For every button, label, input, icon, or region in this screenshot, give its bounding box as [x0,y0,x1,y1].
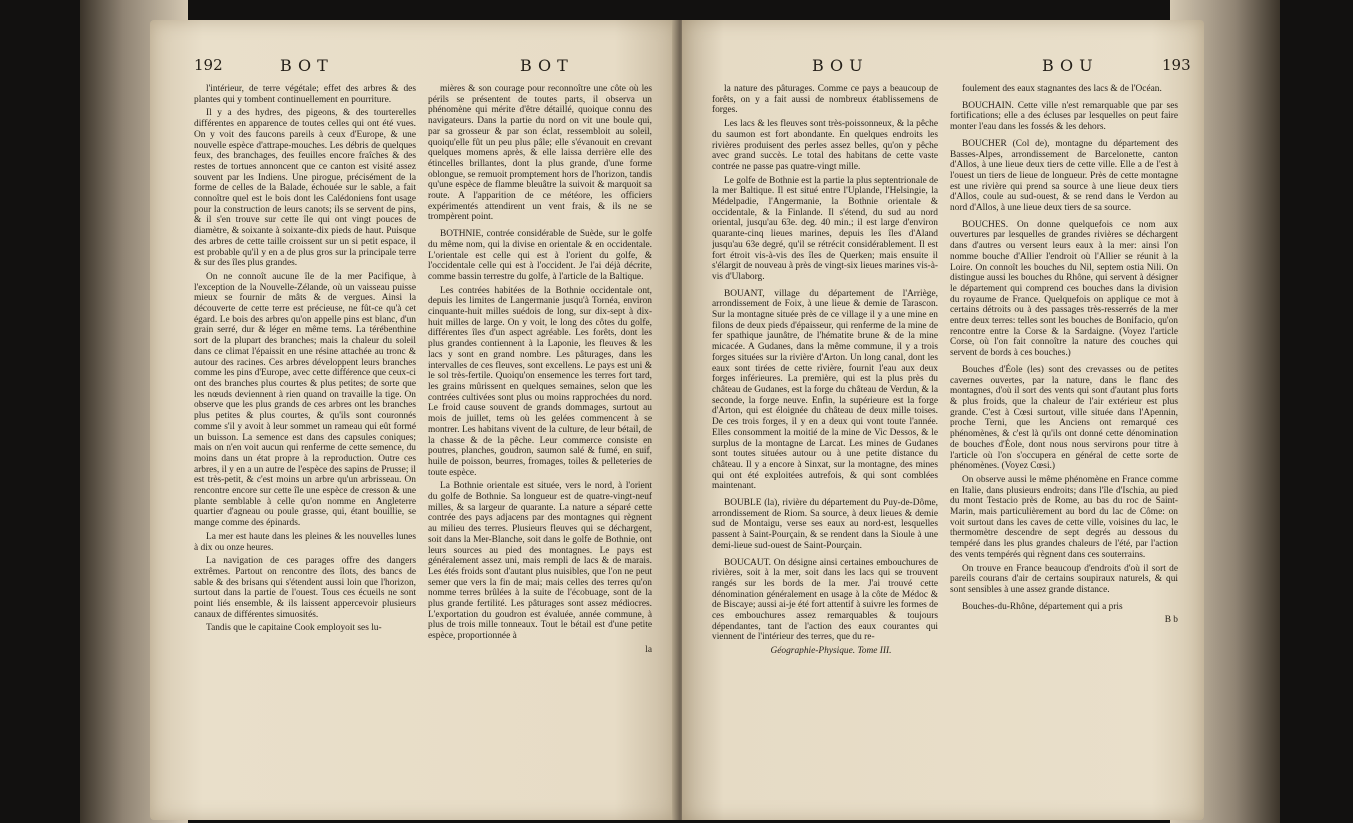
paragraph: On ne connoît aucune île de la mer Pacifique, à l'exception de la Nouvelle-Zélande, où un vaisseau puisse mieux se fournir de mâts & de vergues. Ainsi la découverte de cette terre est précieuse, ne fût-ce qu'à cet égard. Le bois des arbres qu'on appelle pins est blanc, d'un grain serré, dur & léger en même tems. La térébenthine sort de la plupart des branches; mais la chaleur du soleil dans ce climat l'épaissit en une résine attachée au tronc & autour des racines. Ces arbres développent leurs branches comme les pins d'Europe, avec cette différence que ceux-ci ont des branches plus courtes & plus petites; de sorte que les nœuds deviennent à rien quand on travaille la tige. On observe que les plus grands de ces arbres ont les branches plus petites & plus courtes, & qu'ils sont couronnés comme s'il y avoit à leur sommet un rameau qui eût formé un buisson. La semence est dans des capsules coniques; mais on n'en voit aucun qui renferme de cette semence, du moins dans un état propre à la reproduction. Outre ces arbres, il y en a un autre de l'espèce des sapins de Prusse; il est très-petit, & c'est moins un arbre qu'un arbrisseau. On rencontre encore sur cette île une espèce de cresson & une plante semblable à celle qu'on nomme en Angleterre quartier d'agneau ou poule grasse, qui, étant bouillie, se mange comme des épinards. [194,271,416,529]
paragraph: Les lacs & les fleuves sont très-poissonneux, & la pêche du saumon est fort abondante. En quelques endroits les rivières produisent des perles assez belles, qu'on y pêche avec grand succès. Le total des habitans de cette vaste contrée ne passe pas quatre-vingt mille. [712,119,938,172]
paragraph: On observe aussi le même phénomène en France comme en Italie, dans plusieurs endroits; dans l'île d'Ischia, au pied du mont Testacio près de Rome, au bas du roc de Saint-Marin, mais particulièrement au bord du lac de Côme: on voit surtout dans les caves de cette ville, voisines du lac, le thermomètre descendre de sept degrés au dessous du tempéré dans les plus grandes chaleurs de l'été, par l'action des vents tempérés qui règnent dans ces souterrains. [950,474,1178,560]
paragraph: Il y a des hydres, des pigeons, & des tourterelles différentes en apparence de toutes celles qui ont été vues. On y voit des faucons pareils à ceux d'Europe, & une nouvelle espèce d'attrape-mouches. Les débris de quelques feux, des branchages, des feuilles encore fraîches & des restes de tortues annoncent que ce canton est visité assez souvent par les Indiens. Une pirogue, précisément de la forme de celles de la Balade, échouée sur le sable, a fait connoître quel est le bois dont les Calédoniens font usage pour la construction de leurs canots; ils se servent de pins, & il s'en trouve sur cette île qui ont vingt pouces de diamètre, & soixante à soixante-dix pieds de haut. Puisque des arbres de cette taille croissent sur un si petit espace, il est probable qu'il y en a de plus gros sur la principale terre & sur des îles plus grandes. [194,108,416,269]
right-page-number: 193 [1162,56,1191,74]
catchword: la [645,644,652,655]
paragraph: Le golfe de Bothnie est la partie la plus septentrionale de la mer Baltique. Il est situé entre l'Uplande, l'Helsingie, la Médelpadie, l'Angermanie, la Bothnie orientale & occidentale, & la Finlande. Il s'étend, du sud au nord oriental, jusqu'au 63e. deg. 40 min.; il est large d'environ quarante-cinq lieues marines, depuis les îles d'Aland jusqu'au 63e degré, qu'il se rétrécit considérablement. Il est fort étroit vis-à-vis des îles de Querken; mais ensuite il s'élargit de nouveau à près de vingt-six lieues marines vis-à-vis d'Ulaborg. [712,175,938,282]
right-page-header-left: BOU [812,56,869,75]
paragraph: On trouve en France beaucoup d'endroits d'où il sort de pareils courans d'air de certains soupiraux naturels, & qui sont sensibles à une assez grande distance. [950,563,1178,595]
right-page-column-2 [950,84,1178,804]
entry-bouble: BOUBLE (la), rivière du département du Puy-de-Dôme, arrondissement de Riom. Sa source, à deux lieues & demie sud de Montaigu, verse ses eaux au nord-est, lesquelles passent à Saint-Pourçain, & se rendent dans la Sioule à une demi-lieue sud-ouest de Saint-Pourçain. [712,498,938,551]
paragraph: la nature des pâturages. Comme ce pays a beaucoup de forêts, on y a fait aussi de nombreux établissemens de forges. [712,84,938,116]
entry-bouches-du-rhone: Bouches-du-Rhône, département qui a pris [962,601,1123,612]
entry-bouches-d-eole: Bouches d'Éole (les) sont des crevasses ou de petites cavernes ouvertes, par la nature, dans le flanc des montagnes, d'où il sort des vents qui sont d'autant plus forts & plus froids, que la chaleur de l'air extérieur est plus grande. C'est à Cœsi surtout, ville située dans l'Apennin, proche Terni, que les Anciens ont remarqué ces phénomènes, & c'est là qu'ils ont donné cette dénomination de bouches d'Éole, dont nous nous servirons pour titre à l'article où l'on s'occupera en général de cette sorte de phénomènes. (Voyez Cœsi.) [950,364,1178,472]
entry-bouchain: BOUCHAIN. Cette ville n'est remarquable que par ses fortifications; elle a des écluses par lesquelles on peut faire monter l'eau dans les fossés & les dehors. [950,100,1178,133]
entry-boucher: BOUCHER (Col de), montagne du département des Basses-Alpes, arrondissement de Barcelonette, canton d'Allos, à une lieue deux tiers de cette ville. Elle a de l'est à l'ouest un tiers de lieue de longueur. Près de cette montagne est une rivière qui prend sa source à une lieue deux tiers d'Allos, coule au sud-ouest, & se rend dans le Verdon au nord d'Allos, à une lieue deux tiers de sa source. [950,138,1178,214]
entry-bouant: BOUANT, village du département de l'Arriège, arrondissement de Foix, à une lieue & demie de Tarascon. Sur la montagne située près de ce village il y a une mine en filons de deux pieds d'épaisseur, qui renferme de la mine de fer spathique jaunâtre, de l'hématite brune & de la mine micacée. A Gudanes, dans la même commune, il y a trois forges situées sur la rivière d'Arton. Un long canal, dont les eaux sont tirées de cette rivière, fournit l'eau aux deux forges inférieures. La première, qui est la plus près du château de Gudanes, est la forge du château de Verdun, & la seconde, la forge neuve. Enfin, la supérieure est la forge d'Arton, qui est éloignée du château de deux mille toises. De ces trois forges, il y en a deux qui vont toute l'année. Elles consomment la moitié de la mine de Vic Dessos, & le surplus de la montagne de Larcat. Les mines de Gudanes sont toutes situées autour ou à une petite distance du château. Il y a encore à Sinxat, sur la montagne, des mines qui ont été exploitées autrefois, & qui sont comblées maintenant. [712,288,938,492]
left-page-header-left: BOT [280,56,334,75]
left-page-column-2 [428,84,652,804]
paragraph: La Bothnie orientale est située, vers le nord, à l'orient du golfe de Bothnie. Sa longueur est de quatre-vingt-neuf milles, & sa largeur de quarante. La nature a séparé cette contrée des pays adjacens par des montagnes qui règnent au milieu des terres. Plusieurs fleuves qui se déchargent, soit dans la Mer-Blanche, soit dans le golfe de Bothnie, ont leurs sources au pied des montagnes. Le pays est généralement assez uni, mais rempli de lacs & de marais. Les étés froids sont d'autant plus nuisibles, que l'on ne peut semer que vers la fin de mai; mais celles des terres qu'on nomme terres brûlées à la suite de l'écobuage, sont de la plus grande fertilité. Les pâturages sont assez médiocres. L'exportation du goudron est évaluée, année commune, à plus de trois mille tonneaux. Tout le bétail est d'une petite espèce, proportionnée à [428,481,652,642]
paragraph: La navigation de ces parages offre des dangers extrêmes. Partout on rencontre des îlots, des bancs de sable & des brisans qui s'étendent aussi loin que l'horizon, surtout dans la partie de l'ouest. Tous ces écueils ne sont point liés ensemble, & ils laissent appercevoir plusieurs canaux de différentes simuosités. [194,556,416,620]
paragraph: foulement des eaux stagnantes des lacs & de l'Océan. [962,84,1162,94]
right-page-header-right: BOU [1042,56,1099,75]
right-page-column-1 [712,84,938,804]
signature-mark: B b [1164,615,1178,626]
entry-bouches: BOUCHES. On donne quelquefois ce nom aux ouvertures par lesquelles de grandes rivières se déchargent dans d'autres ou versent leurs eaux à la mer: ainsi l'on nomme bouche d'Allier l'endroit où l'Allier se réunit à la Loire. On connoît les bouches du Nil, septem ostia Nili. On distingue aussi les bouches du Rhône, qui servent à désigner le département qui comprend ces bouches dans la division du royaume de France. Quelquefois on applique ce mot à certains détroits ou à des passages très-resserrés de la mer entre deux terres: telles sont les bouches de Bonifacio, qu'on rencontre entre la Corse & la Sardaigne. (Voyez l'article Corse, où l'on fait connoître la nature des couches qui servent de bords à ces bouches.) [950,219,1178,359]
paragraph: Les contrées habitées de la Bothnie occidentale ont, depuis les limites de Langermanie jusqu'à Tornéa, environ cinquante-huit milles suédois de long, sur dix-sept à dix-huit milles de large. On y voit, le long des côtes du golfe, différentes îles d'un aspect agréable. Les forêts, dont les plus grandes contiennent à la Laponie, les fleuves & les lacs y sont en grand nombre. Les pâturages, dans les intervalles de ces fleuves, sont excellens. Le pays est uni & le sol très-fertile. Quoiqu'on ensemence les terres fort tard, les grains mûrissent en quelques semaines, selon que les contrées cultivées sont plus ou moins rapprochées du nord. Le froid cause souvent de grands dommages, surtout au mois de juillet, tems où les gelées commencent à se montrer. Les habitans vivent de la culture, de leur bétail, de la chasse & de la pêche. Leur commerce consiste en poutres, planches, goudron, saumon salé & fumé, en suif, huile de poisson, beurres, fromages, toiles & pelleteries de toute espèce. [428,285,652,478]
entry-bothnie: BOTHNIE, contrée considérable de Suède, sur le golfe du même nom, qui la divise en orientale & en occidentale. L'orientale est celle qui est à l'orient du golfe, & l'occidentale celle qui est à l'occident. Je l'ai déjà décrite, comme bassin terrestre du golfe, à l'article de la Baltique. [428,229,652,282]
left-page-number: 192 [194,56,223,74]
left-page-column-1 [194,84,416,804]
page-footer: Géographie-Physique. Tome III. [770,646,892,657]
left-page-header-right: BOT [520,56,574,75]
right-page [682,20,1204,820]
paragraph: La mer est haute dans les pleines & les nouvelles lunes à dix ou onze heures. [194,531,416,553]
paragraph: l'intérieur, de terre végétale; effet des arbres & des plantes qui y tombent continuellement en pourriture. [194,84,416,105]
paragraph: Tandis que le capitaine Cook employoit ses lu- [206,623,382,634]
entry-boucaut: BOUCAUT. On désigne ainsi certaines embouchures de rivières, soit à la mer, soit dans les lacs qui se trouvent rangés sur les bords de la mer. J'ai trouvé cette dénomination généralement en usage à la côte de Médoc & de Biscaye; aussi ai-je été fort attentif à suivre les formes de ces embouchures assez remarquables & toujours dépendantes, tant de l'action des eaux courantes qui viennent de l'intérieur des terres, que du re- [712,557,938,643]
paragraph: mières & son courage pour reconnoître une côte où les périls se présentent de toutes parts, il observa un phénomène qui mérite d'être détaillé, quoique connu des navigateurs. Dans la partie du nord on vit une boule qui, par sa grosseur & par son éclat, ressembloit au soleil, quoiqu'elle fût un peu plus pâle; elle s'évanouit en crevant quelques momens après, & elle laissa derrière elle des étincelles brillantes, dont la plus grande, d'une forme oblongue, se remuoit promptement hors de l'horizon, tandis qu'une espèce de flamme bleuâtre la suivoit & marquoit sa route. A l'apparition de ce météore, les officiers expérimentés attendirent un vent frais, & ils ne se trompèrent point. [428,84,652,223]
left-page [150,20,678,820]
